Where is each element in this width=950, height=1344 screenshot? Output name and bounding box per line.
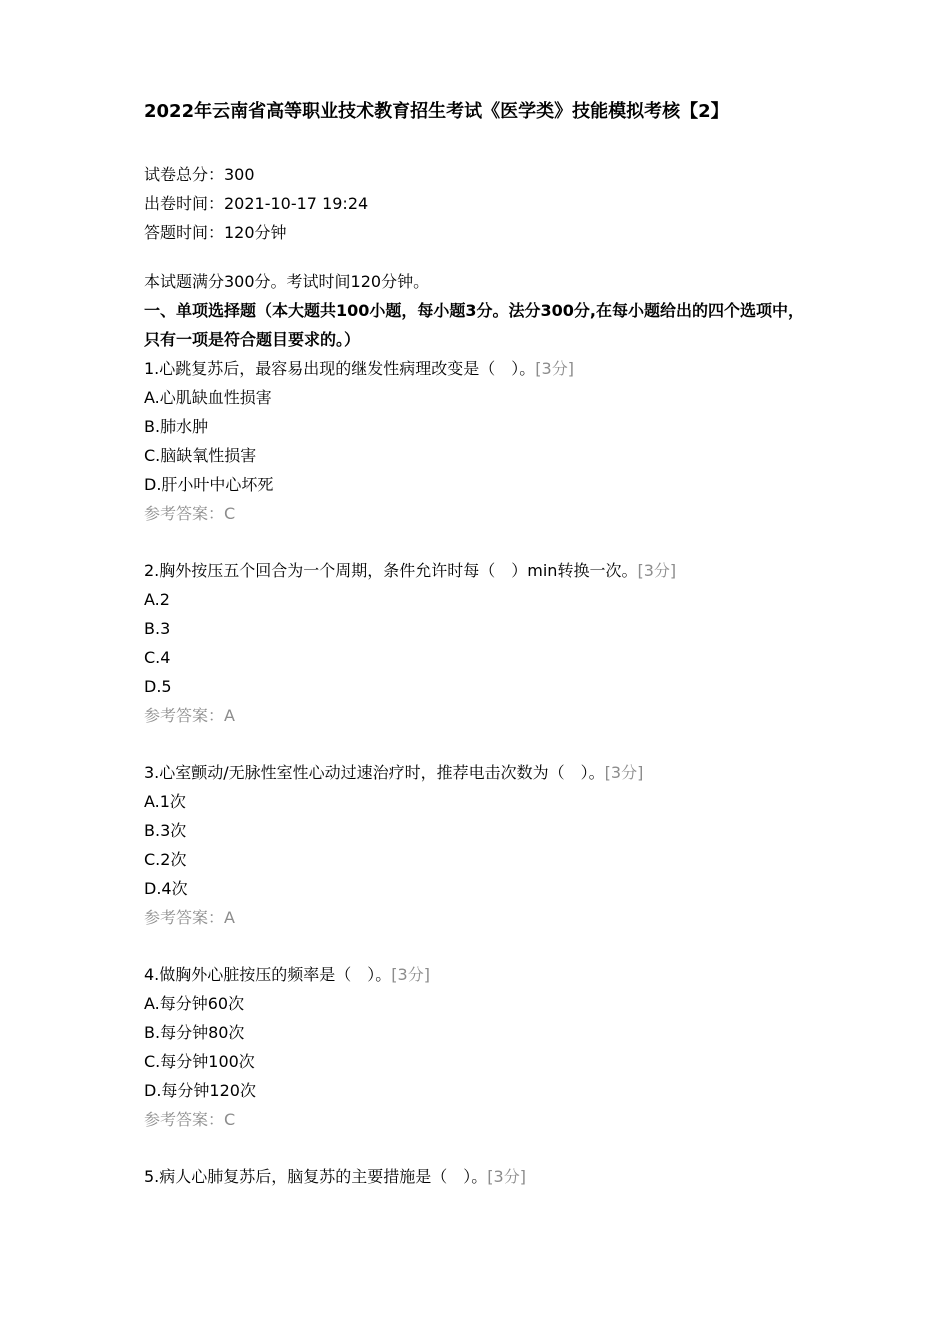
question-3	[144, 758, 814, 932]
question-2	[144, 556, 814, 730]
option-b: B.肺水肿	[144, 417, 209, 436]
question-score: [3分]	[637, 561, 677, 580]
question-stem	[144, 758, 814, 787]
reference-answer: 参考答案：A	[144, 908, 235, 927]
question-stem-text: 4.做胸外心脏按压的频率是（ ）。	[144, 965, 392, 984]
option-a: A.心肌缺血性损害	[144, 388, 272, 407]
question-score: [3分]	[535, 359, 574, 378]
option-d: D.肝小叶中心坏死	[144, 475, 274, 494]
option-a: A.每分钟60次	[144, 994, 245, 1013]
question-stem	[144, 354, 814, 383]
exam-intro	[144, 267, 814, 354]
option-a: A.2	[144, 590, 170, 609]
question-stem	[144, 960, 814, 989]
option-d: D.每分钟120次	[144, 1081, 256, 1100]
option-d: D.5	[144, 677, 172, 696]
question-score: [3分]	[391, 965, 430, 984]
question-5	[144, 1162, 814, 1191]
reference-answer: 参考答案：C	[144, 504, 236, 523]
option-b: B.每分钟80次	[144, 1023, 245, 1042]
intro-text: 本试题满分300分。考试时间120分钟。	[144, 272, 430, 291]
question-score: [3分]	[604, 763, 644, 782]
option-b: B.3次	[144, 821, 187, 840]
question-stem-text: 2.胸外按压五个回合为一个周期，条件允许时每（ ）min转换一次。	[144, 561, 638, 580]
question-stem	[144, 556, 814, 585]
issue-time: 出卷时间：2021-10-17 19:24	[144, 194, 369, 213]
option-d: D.4次	[144, 879, 188, 898]
option-c: C.2次	[144, 850, 187, 869]
total-score: 试卷总分：300	[144, 165, 255, 184]
option-a: A.1次	[144, 792, 186, 811]
section-heading: 一、单项选择题（本大题共100小题，每小题3分。法分300分,在每小题给出的四个选项中，只有一项是符合题目要求的。）	[144, 301, 805, 349]
question-stem-text: 5.病人心肺复苏后，脑复苏的主要措施是（ ）。	[144, 1167, 488, 1186]
document-page	[144, 98, 814, 1219]
question-4	[144, 960, 814, 1134]
question-stem-text: 1.心跳复苏后，最容易出现的继发性病理改变是（ ）。	[144, 359, 536, 378]
question-1	[144, 354, 814, 528]
reference-answer: 参考答案：C	[144, 1110, 236, 1129]
question-score: [3分]	[487, 1167, 526, 1186]
reference-answer: 参考答案：A	[144, 706, 235, 725]
answer-time: 答题时间：120分钟	[144, 223, 287, 242]
option-b: B.3	[144, 619, 171, 638]
question-stem	[144, 1162, 814, 1191]
option-c: C.每分钟100次	[144, 1052, 255, 1071]
exam-meta	[144, 160, 814, 247]
question-stem-text: 3.心室颤动/无脉性室性心动过速治疗时，推荐电击次数为（ ）。	[144, 763, 605, 782]
option-c: C.脑缺氧性损害	[144, 446, 257, 465]
option-c: C.4	[144, 648, 171, 667]
document-title: 2022年云南省高等职业技术教育招生考试《医学类》技能模拟考核【2】	[144, 101, 729, 122]
